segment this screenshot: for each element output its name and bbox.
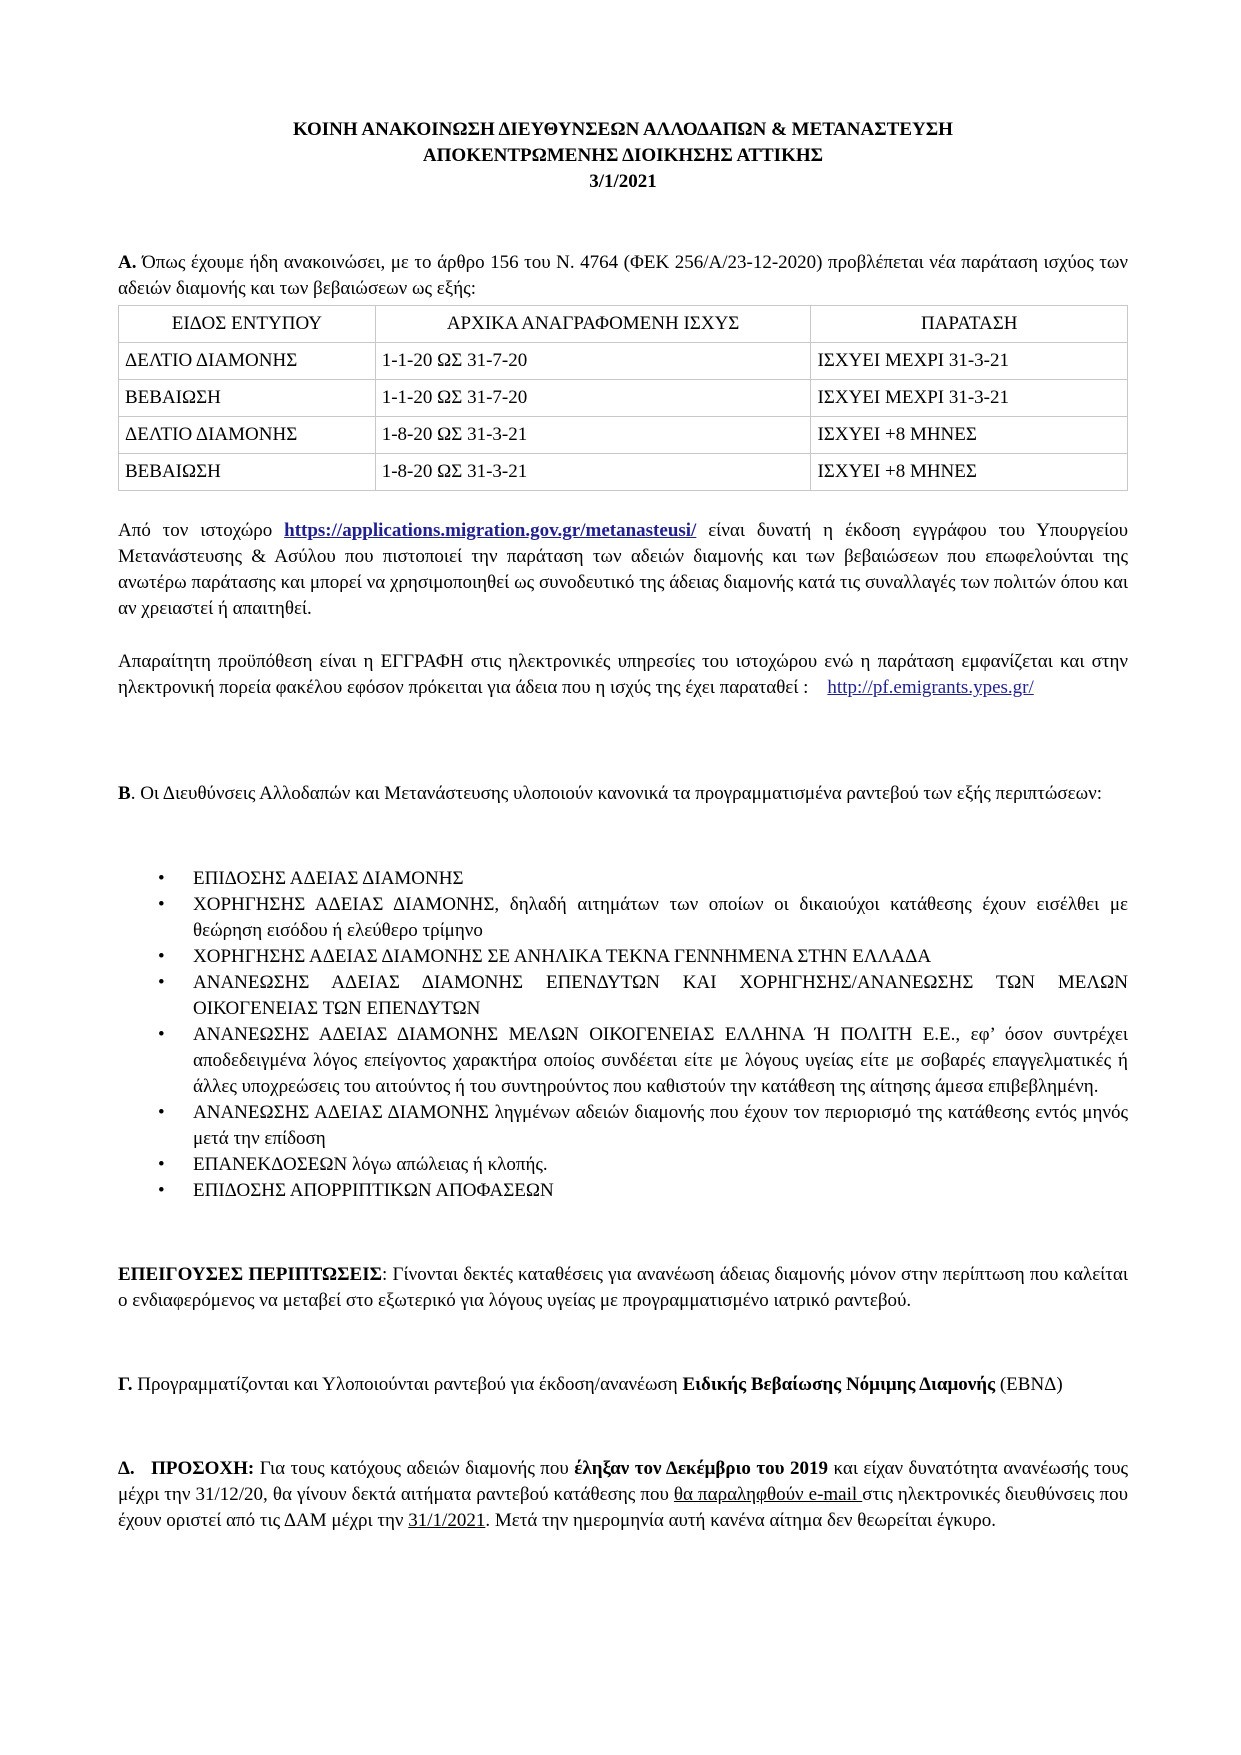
list-item <box>118 1100 1128 1152</box>
header-line-1: ΚΟΙΝΗ ΑΝΑΚΟΙΝΩΣΗ ΔΙΕΥΘΥΝΣΕΩΝ ΑΛΛΟΔΑΠΩΝ & ΜΕΤΑΝΑΣΤΕΥΣΗ <box>293 119 953 140</box>
list-item-text: ΑΝΑΝΕΩΣΗΣ ΑΔΕΙΑΣ ΔΙΑΜΟΝΗΣ ΜΕΛΩΝ ΟΙΚΟΓΕΝΕΙΑΣ ΕΛΛΗΝΑ Ή ΠΟΛΙΤΗ Ε.Ε., εφ’ όσον συντρέχει αποδεδειγμένα λόγος επείγοντος χαρακτήρα οποίος συνδέεται είτε με λόγους υγείας είτε με σοβαρές επαγγελματικές ή άλλες υποχρεώσεις του αιτούντος ή του συντηρούντος που καθιστούν την κατάθεση της αίτησης άμεσα επιβεβλημένη. <box>193 1024 1128 1097</box>
section-a-intro <box>118 250 1128 302</box>
section-b-label: Β <box>118 783 131 804</box>
list-item-text: ΕΠΙΔΟΣΗΣ ΑΔΕΙΑΣ ΔΙΑΜΟΝΗΣ <box>193 868 464 889</box>
urgent-label: ΕΠΕΙΓΟΥΣΕΣ ΠΕΡΙΠΤΩΣΕΙΣ <box>118 1264 383 1285</box>
table-header-cell: ΑΡΧΙΚΑ ΑΝΑΓΡΑΦΟΜΕΝΗ ΙΣΧΥΣ <box>375 306 811 343</box>
section-d-paragraph <box>118 1456 1128 1534</box>
urgent-cases-paragraph <box>118 1262 1128 1314</box>
bullet-icon: • <box>158 1180 165 1201</box>
section-d-label: Δ. ΠΡΟΣΟΧΗ: <box>118 1458 255 1479</box>
table-cell: ΙΣΧΥΕΙ ΜΕΧΡΙ 31-3-21 <box>811 380 1128 417</box>
section-d-bold-1: έληξαν τον Δεκέμβριο του 2019 <box>574 1458 828 1479</box>
table-header-cell: ΠΑΡΑΤΑΣΗ <box>811 306 1128 343</box>
bullet-icon: • <box>158 868 165 889</box>
table-cell: 1-8-20 ΩΣ 31-3-21 <box>375 454 811 491</box>
list-item <box>118 1178 1128 1204</box>
section-c-after: (ΕΒΝΔ) <box>995 1374 1063 1395</box>
section-c-bold: Ειδικής Βεβαίωσης Νόμιμης Διαμονής <box>682 1374 996 1395</box>
section-a-paragraph-1 <box>118 518 1128 622</box>
table-cell: ΙΣΧΥΕΙ +8 ΜΗΝΕΣ <box>811 454 1128 491</box>
extension-table <box>118 305 1128 491</box>
section-d-text-2: και είχαν δυνατότητα ανανέωσής τους μέχρι την 31/12/20, θα γίνουν δεκτά αιτήματα ραντεβού κατάθεσης που <box>118 1458 1129 1505</box>
list-item <box>118 892 1128 944</box>
p2-text: Απαραίτητη προϋπόθεση είναι η ΕΓΓΡΑΦΗ στις ηλεκτρονικές υπηρεσίες του ιστοχώρου ενώ η παράταση εμφανίζεται και στην ηλεκτρονική πορεία φακέλου εφόσον πρόκειται για άδεια που η ισχύς της έχει παραταθεί : <box>118 651 1133 698</box>
table-row <box>119 454 1128 491</box>
list-item-text: ΕΠΑΝΕΚΔΟΣΕΩΝ λόγω απώλειας ή κλοπής. <box>193 1154 548 1175</box>
list-item-text: ΧΟΡΗΓΗΣΗΣ ΑΔΕΙΑΣ ΔΙΑΜΟΝΗΣ ΣΕ ΑΝΗΛΙΚΑ ΤΕΚΝΑ ΓΕΝΝΗΜΕΝΑ ΣΤΗΝ ΕΛΛΑΔΑ <box>193 946 932 967</box>
migration-portal-link[interactable]: https://applications.migration.gov.gr/metanasteusi/ <box>284 520 697 541</box>
section-d-text-1: Για τους κατόχους αδειών διαμονής που <box>254 1458 575 1479</box>
header-line-2: ΑΠΟΚΕΝΤΡΩΜΕΝΗΣ ΔΙΟΙΚΗΣΗΣ ΑΤΤΙΚΗΣ <box>422 145 824 166</box>
section-a-label: Α. <box>118 252 137 273</box>
bullet-icon: • <box>158 894 165 915</box>
list-item <box>118 970 1128 1022</box>
p1-text-after: είναι δυνατή η έκδοση εγγράφου του Υπουργείου Μετανάστευσης & Ασύλου που πιστοποιεί την παράταση των αδειών διαμονής και των βεβαιώσεων που επωφελούνται της ανωτέρω παράτασης και μπορεί να χρησιμοποιηθεί ως συνοδευτικό της άδειας διαμονής κατά τις συναλλαγές των πολιτών όπου και αν χρειαστεί ή απαιτηθεί. <box>118 520 1128 619</box>
table-cell: 1-1-20 ΩΣ 31-7-20 <box>375 343 811 380</box>
table-cell: ΒΕΒΑΙΩΣΗ <box>119 454 376 491</box>
bullet-icon: • <box>158 1024 165 1045</box>
list-item-text: ΕΠΙΔΟΣΗΣ ΑΠΟΡΡΙΠΤΙΚΩΝ ΑΠΟΦΑΣΕΩΝ <box>193 1180 554 1201</box>
list-item <box>118 866 1128 892</box>
section-d-text-3: στις ηλεκτρονικές διευθύνσεις που έχουν οριστεί από τις ΔΑΜ μέχρι την <box>118 1484 1128 1531</box>
header-date: 3/1/2021 <box>589 171 657 192</box>
list-item-text: ΑΝΑΝΕΩΣΗΣ ΑΔΕΙΑΣ ΔΙΑΜΟΝΗΣ ληγμένων αδειών διαμονής που έχουν τον περιορισμό της κατάθεσης εντός μηνός μετά την επίδοση <box>193 1102 1128 1149</box>
section-b-intro <box>118 781 1128 807</box>
emigrants-portal-link[interactable]: http://pf.emigrants.ypes.gr/ <box>827 677 1034 698</box>
table-cell: ΙΣΧΥΕΙ ΜΕΧΡΙ 31-3-21 <box>811 343 1128 380</box>
section-d-deadline: 31/1/2021 <box>408 1510 486 1531</box>
table-row <box>119 380 1128 417</box>
bullet-icon: • <box>158 972 165 993</box>
table-cell: 1-1-20 ΩΣ 31-7-20 <box>375 380 811 417</box>
table-cell: 1-8-20 ΩΣ 31-3-21 <box>375 417 811 454</box>
list-item-text: ΧΟΡΗΓΗΣΗΣ ΑΔΕΙΑΣ ΔΙΑΜΟΝΗΣ, δηλαδή αιτημάτων των οποίων οι δικαιούχοι κατάθεσης έχουν εισέλθει με θεώρηση εισόδου ή ελεύθερο τρίμηνο <box>193 894 1128 941</box>
table-cell: ΙΣΧΥΕΙ +8 ΜΗΝΕΣ <box>811 417 1128 454</box>
section-c-text: Προγραμματίζονται και Υλοποιούνται ραντεβού για έκδοση/ανανέωση <box>132 1374 683 1395</box>
bullet-icon: • <box>158 946 165 967</box>
table-row <box>119 343 1128 380</box>
table-row <box>119 417 1128 454</box>
bullet-icon: • <box>158 1102 165 1123</box>
appointment-cases-list <box>118 866 1128 1204</box>
p1-text-before: Από τον ιστοχώρο <box>118 520 285 541</box>
section-c-paragraph <box>118 1372 1128 1398</box>
table-cell: ΔΕΛΤΙΟ ΔΙΑΜΟΝΗΣ <box>119 343 376 380</box>
table-header-cell: ΕΙΔΟΣ ΕΝΤΥΠΟΥ <box>119 306 376 343</box>
urgent-text: : Γίνονται δεκτές καταθέσεις για ανανέωση άδειας διαμονής μόνον στην περίπτωση που καλείται ο ενδιαφερόμενος να μεταβεί στο εξωτερικό για λόγους υγείας με προγραμματισμένο ιατρικό ραντεβού. <box>118 1264 1128 1311</box>
table-cell: ΔΕΛΤΙΟ ΔΙΑΜΟΝΗΣ <box>119 417 376 454</box>
bullet-icon: • <box>158 1154 165 1175</box>
table-header-row <box>119 306 1128 343</box>
table-cell: ΒΕΒΑΙΩΣΗ <box>119 380 376 417</box>
list-item <box>118 944 1128 970</box>
list-item <box>118 1152 1128 1178</box>
list-item-text: ΑΝΑΝΕΩΣΗΣ ΑΔΕΙΑΣ ΔΙΑΜΟΝΗΣ ΕΠΕΝΔΥΤΩΝ ΚΑΙ ΧΟΡΗΓΗΣΗΣ/ΑΝΑΝΕΩΣΗΣ ΤΩΝ ΜΕΛΩΝ ΟΙΚΟΓΕΝΕΙΑΣ ΤΩΝ ΕΠΕΝΔΥΤΩΝ <box>193 972 1128 1019</box>
section-b-intro-text: . Οι Διευθύνσεις Αλλοδαπών και Μετανάστευσης υλοποιούν κανονικά τα προγραμματισμένα ραντεβού των εξής περιπτώσεων: <box>130 783 1102 804</box>
section-a-paragraph-2 <box>118 649 1133 701</box>
list-item <box>118 1022 1128 1100</box>
document-header <box>118 117 1128 195</box>
section-a-intro-text: Όπως έχουμε ήδη ανακοινώσει, με το άρθρο 156 του Ν. 4764 (ΦΕΚ 256/Α/23-12-2020) προβλέπεται νέα παράταση ισχύος των αδειών διαμονής και των βεβαιώσεων ως εξής: <box>118 252 1128 299</box>
section-d-underline-1: θα παραληφθούν e-mail <box>673 1484 863 1505</box>
section-d-text-4: . Μετά την ημερομηνία αυτή κανένα αίτημα δεν θεωρείται έγκυρο. <box>485 1510 996 1531</box>
section-c-label: Γ. <box>118 1374 133 1395</box>
